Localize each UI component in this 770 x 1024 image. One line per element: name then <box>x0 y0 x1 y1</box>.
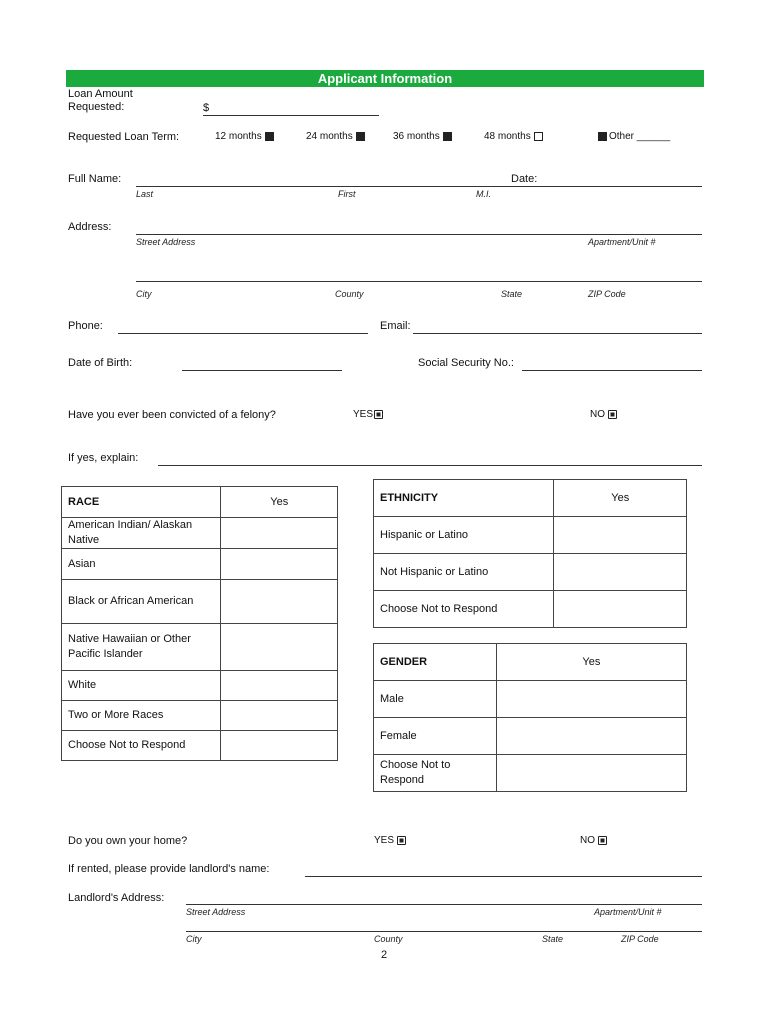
state-caption: State <box>501 289 523 299</box>
race-yes-cell[interactable] <box>221 624 338 671</box>
race-yes-cell[interactable] <box>221 549 338 580</box>
gender-row-label: Choose Not to Respond <box>374 755 497 792</box>
race-row-label: Choose Not to Respond <box>62 731 221 761</box>
race-header: RACE <box>62 487 221 518</box>
gender-header: GENDER <box>374 644 497 681</box>
checkbox-icon[interactable] <box>598 132 607 141</box>
race-row-label: Native Hawaiian or Other Pacific Islander <box>62 624 221 671</box>
landlord-city-caption: City <box>186 934 202 944</box>
ethnicity-row-label: Hispanic or Latino <box>374 517 554 554</box>
checkbox-icon[interactable] <box>443 132 452 141</box>
race-yes-cell[interactable] <box>221 731 338 761</box>
own-home-yes-label: YES <box>374 835 395 846</box>
race-yes-cell[interactable] <box>221 580 338 624</box>
ethnicity-yes-header: Yes <box>554 480 687 517</box>
landlord-state-caption: State <box>542 934 564 944</box>
explain-field[interactable] <box>158 465 702 466</box>
own-home-yes-option[interactable] <box>374 835 406 846</box>
date-label: Date: <box>511 173 538 185</box>
felony-question: Have you ever been convicted of a felony? <box>68 409 276 421</box>
last-name-caption: Last <box>136 189 154 199</box>
gender-yes-header: Yes <box>496 644 686 681</box>
gender-yes-cell[interactable] <box>496 681 686 718</box>
race-row-label: Black or African American <box>62 580 221 624</box>
checkbox-icon[interactable] <box>608 410 617 419</box>
landlord-zip-caption: ZIP Code <box>621 934 659 944</box>
other-label: Other <box>609 131 635 142</box>
term-24-label: 24 months <box>306 131 353 142</box>
term-48-label: 48 months <box>484 131 531 142</box>
race-row-label: Two or More Races <box>62 701 221 731</box>
term-option-other[interactable] <box>598 131 670 142</box>
loan-term-label: Requested Loan Term: <box>68 131 180 143</box>
own-home-question: Do you own your home? <box>68 835 188 847</box>
city-caption: City <box>136 289 152 299</box>
landlord-name-label: If rented, please provide landlord's name: <box>68 863 270 875</box>
checkbox-icon[interactable] <box>374 410 383 419</box>
gender-yes-cell[interactable] <box>496 755 686 792</box>
loan-amount-field[interactable] <box>203 115 379 116</box>
term-option-12[interactable] <box>215 131 274 142</box>
street-address-caption: Street Address <box>136 237 196 247</box>
checkbox-icon[interactable] <box>397 836 406 845</box>
email-label: Email: <box>380 320 411 332</box>
ethnicity-header: ETHNICITY <box>374 480 554 517</box>
checkbox-icon[interactable] <box>356 132 365 141</box>
street-address-field[interactable] <box>136 234 702 235</box>
full-name-field[interactable] <box>136 186 702 187</box>
term-12-label: 12 months <box>215 131 262 142</box>
landlord-street-field[interactable] <box>186 904 702 905</box>
term-option-24[interactable] <box>306 131 365 142</box>
race-row-label: Asian <box>62 549 221 580</box>
race-row-label: American Indian/ Alaskan Native <box>62 518 221 549</box>
felony-yes-label: YES <box>353 409 374 420</box>
page-number: 2 <box>381 949 388 961</box>
own-home-no-label: NO <box>580 835 595 846</box>
other-blank: ______ <box>636 131 671 142</box>
checkbox-icon[interactable] <box>534 132 543 141</box>
full-name-label: Full Name: <box>68 173 122 185</box>
ssn-label: Social Security No.: <box>418 357 514 369</box>
race-yes-header: Yes <box>221 487 338 518</box>
ethnicity-table <box>373 479 687 628</box>
checkbox-icon[interactable] <box>265 132 274 141</box>
gender-yes-cell[interactable] <box>496 718 686 755</box>
landlord-name-field[interactable] <box>305 876 702 877</box>
ssn-field[interactable] <box>522 370 702 371</box>
gender-row-label: Male <box>374 681 497 718</box>
address-label: Address: <box>68 221 112 233</box>
currency-symbol: $ <box>203 102 210 114</box>
landlord-county-caption: County <box>374 934 403 944</box>
zip-caption: ZIP Code <box>588 289 626 299</box>
checkbox-icon[interactable] <box>598 836 607 845</box>
race-table <box>61 486 338 761</box>
landlord-street-caption: Street Address <box>186 907 246 917</box>
loan-amount-label-line1: Loan Amount <box>68 88 133 100</box>
first-name-caption: First <box>338 189 356 199</box>
loan-amount-label-line2: Requested: <box>68 101 125 113</box>
landlord-apartment-caption: Apartment/Unit # <box>594 907 662 917</box>
dob-field[interactable] <box>182 370 342 371</box>
email-field[interactable] <box>413 333 702 334</box>
phone-field[interactable] <box>118 333 368 334</box>
landlord-address-label: Landlord's Address: <box>68 892 165 904</box>
felony-yes-option[interactable] <box>353 409 383 420</box>
apartment-caption: Apartment/Unit # <box>588 237 656 247</box>
term-option-36[interactable] <box>393 131 452 142</box>
landlord-city-field[interactable] <box>186 931 702 932</box>
own-home-no-option[interactable] <box>580 835 607 846</box>
middle-initial-caption: M.I. <box>476 189 491 199</box>
race-yes-cell[interactable] <box>221 671 338 701</box>
ethnicity-yes-cell[interactable] <box>554 517 687 554</box>
ethnicity-yes-cell[interactable] <box>554 554 687 591</box>
race-yes-cell[interactable] <box>221 518 338 549</box>
term-36-label: 36 months <box>393 131 440 142</box>
section-title: Applicant Information <box>66 70 704 87</box>
phone-label: Phone: <box>68 320 103 332</box>
race-row-label: White <box>62 671 221 701</box>
term-option-48[interactable] <box>484 131 543 142</box>
county-caption: County <box>335 289 364 299</box>
gender-row-label: Female <box>374 718 497 755</box>
race-yes-cell[interactable] <box>221 701 338 731</box>
ethnicity-yes-cell[interactable] <box>554 591 687 628</box>
gender-table <box>373 643 687 792</box>
dob-label: Date of Birth: <box>68 357 133 369</box>
ethnicity-row-label: Choose Not to Respond <box>374 591 554 628</box>
explain-label: If yes, explain: <box>68 452 139 464</box>
felony-no-option[interactable] <box>590 409 617 420</box>
city-state-field[interactable] <box>136 281 702 282</box>
felony-no-label: NO <box>590 409 605 420</box>
ethnicity-row-label: Not Hispanic or Latino <box>374 554 554 591</box>
